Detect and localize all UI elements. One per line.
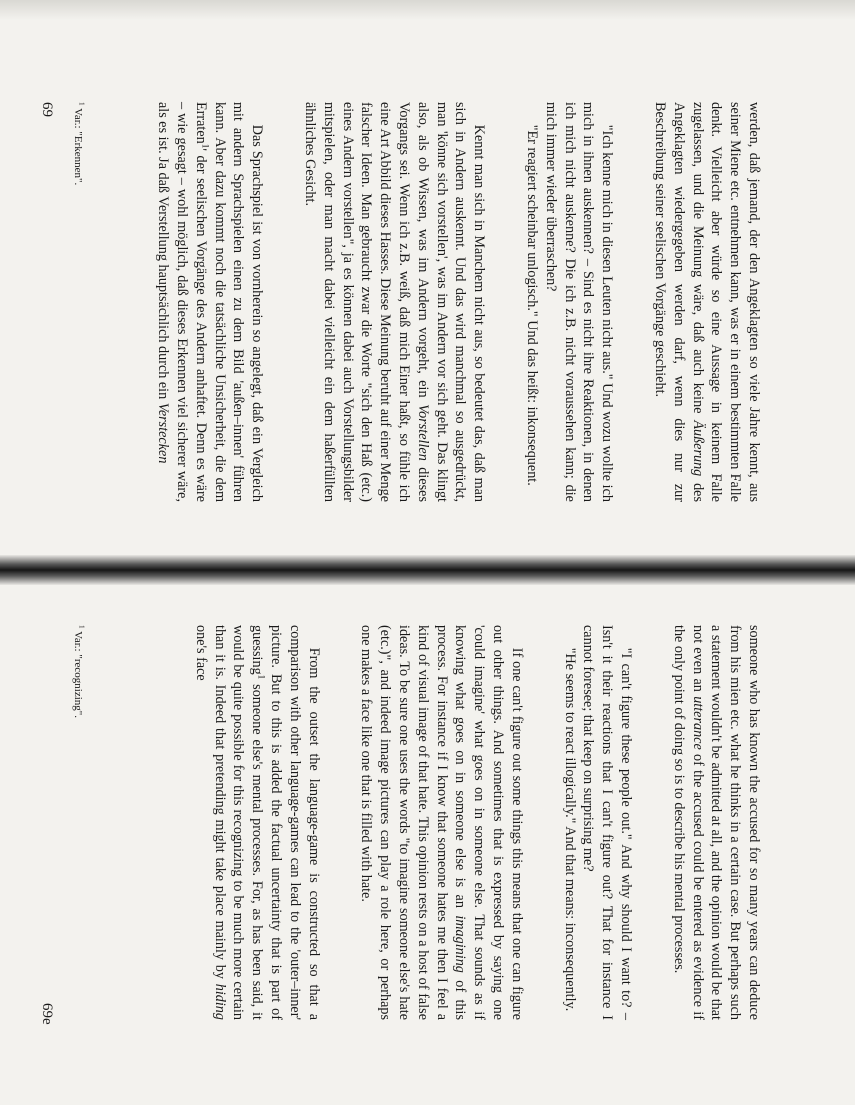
paragraph: Das Sprachspiel ist von vornherein so angelegt, daß ein Vergleich mit andern Sprachspielen einen zu dem Bild 'außen–innen' führen kann. Aber dazu kommt noch die tatsächliche Unsicherheit, die dem Erraten$^1$' der seelischen Vorgänge des Andern anhaftet. Denn es wäre – wie gesagt – wohl möglich, daß dieses Erkennen viel sicherer wäre, als es ist. Ja daß Verstellung hauptsächlich durch ein Verstecken: [155, 102, 266, 502]
right-page-text: [191, 625, 763, 1020]
page-number: 69e: [39, 1003, 55, 1025]
paragraph: "Ich kenne mich in diesen Leuten nicht aus." Und wozu wollte ich mich in ihnen auskennen? – Sind es nicht ihre Reaktionen, in denen ich mich nicht auskenne? Die ich z.B. nicht voraussehen kann; die mich immer wieder überraschen?: [542, 102, 616, 502]
footnote-mark: 1: [77, 102, 86, 106]
footnote-text: Var.: "Erkennen".: [72, 108, 84, 186]
paragraph: werden, daß jemand, der den Angeklagten so viele Jahre kennt, aus seiner Miene etc. entnehmen kann, was er in einem bestimmten Falle denkt. Vielleicht aber würde so eine Aussage in keinem Falle zugelassen, und die Meinung wäre, daß auch keine Äußerung des Angeklagten wiedergegeben werden darf, wenn dies nur zur Beschreibung seiner seelischen Vorgänge geschieht.: [652, 102, 762, 502]
paragraph: someone who has known the accused for so many years can deduce from his mien etc. what he thinks in a certain case. But perhaps such a statement wouldn't be admitted at all, and the opinion would be that not even an utterance of the accused could be entered as evidence if the only point of doing so is to describe his mental processes.: [670, 625, 762, 1020]
right-page-english: [0, 585, 855, 1105]
left-footnote: [71, 102, 85, 185]
page-number: 69: [39, 102, 55, 117]
book-gutter: [0, 555, 855, 585]
right-footnote: [71, 625, 85, 718]
paragraph: "Er reagiert scheinbar unlogisch." Und das heißt: inkonsequent.: [524, 124, 541, 486]
paragraph: "He seems to react illogically." And that means: inconsequently.: [561, 647, 578, 1012]
paragraph: Kennt man sich in Manchem nicht aus, so bedeutet das, daß man sich in Andern auskennt. Und das wird manchmal so ausgedrückt, man 'könne sich vorstellen', was im Andern vor sich geht. Das klingt also, als ob Wissen, was im Andern vorgeht, ein Vorstellen dieses Vorgangs sei. Wenn ich z.B. weiß, daß mich Einer haßt, so fühle ich eine Art Abbild dieses Hasses. Diese Meinung beruht auf einer Menge falscher Ideen. Man gebraucht zwar die Worte "sich den Haß (etc.) eines Andern vorstellen", ja es können dabei auch Vorstellungsbilder mitspielen, oder man macht dabei vielleicht ein dem haßerfüllten ähnliches Gesicht.: [302, 102, 488, 502]
page-edge-shadow: [0, 0, 855, 20]
footnote-text: Var.: "recognizing".: [72, 631, 84, 719]
paragraph: From the outset the language-game is constructed so that a comparison with other language-games can lead to the 'outer–inner' picture. But to this is added the factual uncertainty that is part of guessing$^1$ someone else's mental processes. For, as has been said, it would be quite possible for this recognizing to be much more certain than it is. Indeed that pretending might take place mainly by hiding one's face: [192, 625, 322, 1020]
footnote-mark: 1: [77, 625, 86, 629]
paragraph: "I can't figure these people out." And why should I want to? – Isn't it their reactions that I can't figure out? That for instance I cannot foresee; that keep on surprising me?: [580, 625, 635, 1020]
paragraph: If one can't figure out some things this means that one can figure out other things. And sometimes that is expressed by saying one 'could imagine' what goes on in someone else. That sounds as if knowing what goes on in someone else is an imagining of this process. For instance if I know that someone hates me then I feel a kind of visual image of that hate. This opinion rests on a host of false ideas. To be sure one uses the words "to imagine someone else's hate (etc.)", and indeed image pictures can play a role here, or perhaps one makes a face like one that is filled with hate.: [358, 625, 525, 1020]
left-page-text: [153, 102, 763, 502]
